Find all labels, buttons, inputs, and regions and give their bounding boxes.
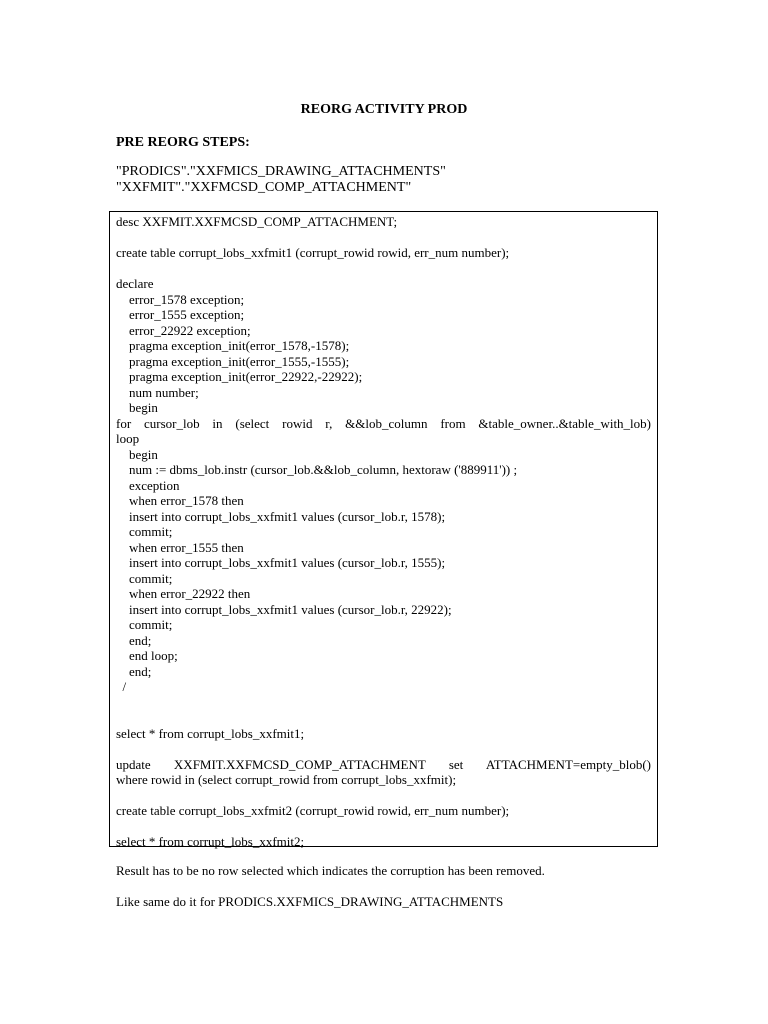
code-line: commit; (116, 524, 173, 539)
code-line: select * from corrupt_lobs_xxfmit2; (116, 834, 305, 849)
code-line: when error_22922 then (116, 586, 251, 601)
result-note: Result has to be no row selected which indicates the corruption has been removed. (116, 863, 545, 878)
document-title: REORG ACTIVITY PROD (300, 102, 468, 117)
code-line: end loop; (116, 648, 178, 663)
code-line (116, 819, 651, 835)
code-line: insert into corrupt_lobs_xxfmit1 values (cursor_lob.r, 22922); (116, 601, 452, 617)
pre-reorg-steps-heading: PRE REORG STEPS: (116, 135, 250, 150)
code-line: insert into corrupt_lobs_xxfmit1 values (cursor_lob.r, 1555); (116, 555, 446, 570)
code-line: begin (116, 446, 158, 462)
code-line: exception (116, 477, 180, 493)
code-line: commit; (116, 570, 173, 586)
code-line (116, 788, 651, 804)
code-line (116, 261, 651, 277)
code-line: for cursor_lob in (select rowid r, &&lob_column from &table_owner..&table_with_lob) (116, 415, 651, 431)
code-line: error_22922 exception; (116, 322, 251, 338)
code-line: num := dbms_lob.instr (cursor_lob.&&lob_column, hextoraw ('889911')) ; (116, 462, 518, 477)
code-line: create table corrupt_lobs_xxfmit1 (corrupt_rowid rowid, err_num number); (116, 245, 510, 260)
code-line: select * from corrupt_lobs_xxfmit1; (116, 725, 305, 741)
code-line: where rowid in (select corrupt_rowid from corrupt_lobs_xxfmit); (116, 772, 457, 787)
code-line: loop (116, 431, 140, 446)
code-line: end; (116, 663, 152, 679)
code-line: / (116, 679, 127, 694)
table-name: "XXFMIT"."XXFMCSD_COMP_ATTACHMENT" (116, 179, 412, 195)
table-name: "PRODICS"."XXFMICS_DRAWING_ATTACHMENTS" (116, 164, 446, 179)
code-line: when error_1578 then (116, 493, 244, 508)
sql-code-block (109, 211, 658, 847)
code-line: pragma exception_init(error_1578,-1578); (116, 338, 350, 353)
code-line: desc XXFMIT.XXFMCSD_COMP_ATTACHMENT; (116, 214, 398, 229)
code-line: error_1578 exception; (116, 291, 245, 307)
code-line: begin (116, 400, 158, 415)
code-line: end; (116, 632, 152, 648)
code-line: commit; (116, 617, 173, 632)
code-line: error_1555 exception; (116, 307, 245, 322)
code-line: pragma exception_init(error_22922,-22922); (116, 369, 363, 384)
code-line (116, 710, 651, 726)
table-list (116, 164, 446, 195)
code-line (116, 695, 651, 711)
code-line: num number; (116, 384, 199, 400)
code-line: pragma exception_init(error_1555,-1555); (116, 353, 350, 369)
code-line: create table corrupt_lobs_xxfmit2 (corrupt_rowid rowid, err_num number); (116, 803, 510, 818)
code-line (116, 741, 651, 757)
code-line: insert into corrupt_lobs_xxfmit1 values (cursor_lob.r, 1578); (116, 508, 446, 524)
code-line (116, 230, 651, 246)
code-line: update XXFMIT.XXFMCSD_COMP_ATTACHMENT set ATTACHMENT=empty_blob() (116, 756, 651, 772)
code-line: when error_1555 then (116, 539, 244, 555)
repeat-note: Like same do it for PRODICS.XXFMICS_DRAWING_ATTACHMENTS (116, 894, 504, 909)
code-line: declare (116, 276, 154, 291)
